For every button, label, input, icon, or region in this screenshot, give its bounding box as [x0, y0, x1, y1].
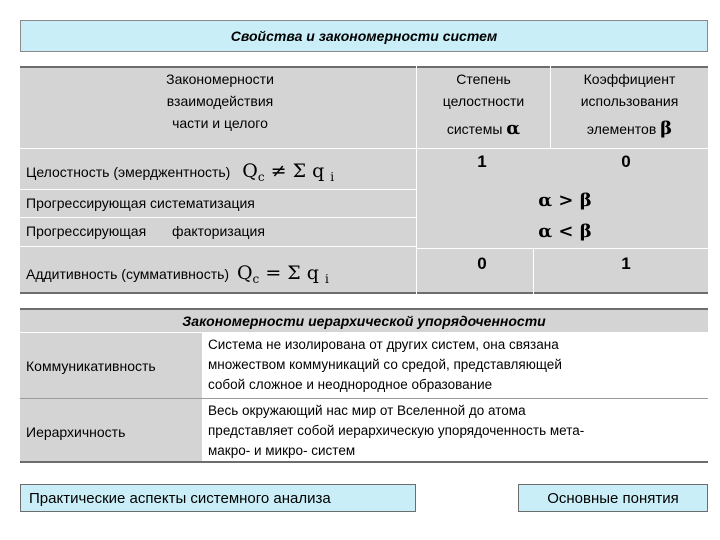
row-factorization-label-b: факторизация [172, 223, 265, 239]
row-factorization [26, 223, 265, 239]
divider-h3 [20, 217, 416, 218]
row-integrity-label: Целостность (эмерджентность) [26, 164, 231, 180]
alpha-symbol: α [506, 118, 521, 139]
header-col-coefficient-line2: использования [580, 93, 679, 109]
practical-aspects-button[interactable] [20, 484, 416, 512]
header-col-laws-line2: взаимодействия [166, 93, 274, 109]
header-col-integrity-line2: целостности [442, 93, 525, 109]
row-factorization-relation: α < β [538, 221, 592, 242]
page-title-text: Свойства и закономерности систем [230, 28, 498, 44]
header-col-coefficient [551, 68, 708, 140]
section-hierarchy-title-text: Закономерности иерархической упорядоченности [182, 313, 546, 329]
header-col-integrity-line1: Степень [456, 71, 511, 87]
practical-aspects-label: Практические аспекты системного анализа [29, 489, 331, 507]
row-additivity-label: Аддитивность (суммативность) [26, 266, 230, 282]
beta-symbol: β [660, 118, 673, 139]
header-col-coefficient-line3: элементов [586, 121, 657, 137]
formula-not-equal: $Q_c \ne \Sigma$ q $_i$ [242, 160, 335, 184]
header-col-integrity-line3: системы [446, 121, 503, 137]
term-hierarchy: Иерархичность [26, 424, 126, 440]
formula-equal: $Q_c = \Sigma$ q $_i$ [236, 262, 329, 286]
row-systematization-label: Прогрессирующая систематизация [26, 195, 255, 211]
header-col-integrity [417, 68, 550, 140]
row-integrity-alpha: 1 [477, 152, 487, 171]
page-title [20, 20, 708, 52]
row-factorization-label-a: Прогрессирующая [26, 223, 147, 239]
divider-h4 [20, 246, 416, 247]
divider-h2 [20, 189, 416, 190]
section-hierarchy-title [20, 308, 708, 332]
header-col-coefficient-line1: Коэффициент [583, 71, 676, 87]
divider-h5 [416, 248, 708, 249]
row-additivity-beta: 1 [621, 254, 631, 273]
divider-v3 [416, 148, 417, 294]
definition-hierarchy: Весь окружающий нас мир от Вселенной до атома представляет собой иерархическую упорядоченность мета- макро- и микро- систем [208, 403, 585, 458]
definition-communicativity: Система не изолирована от других систем, она связана множеством коммуникаций со средой, представляющей собой сложное и неоднородное образование [208, 337, 562, 392]
divider-h8 [202, 461, 708, 463]
term-communicativity: Коммуникативность [26, 358, 156, 374]
divider-h1 [20, 148, 708, 149]
basic-concepts-button[interactable] [518, 484, 708, 512]
header-col-laws-line3: части и целого [172, 115, 268, 131]
basic-concepts-label: Основные понятия [547, 489, 679, 507]
header-col-laws-line1: Закономерности [166, 71, 274, 87]
row-additivity [26, 262, 329, 286]
row-integrity [26, 160, 334, 184]
divider-v4 [533, 248, 534, 294]
header-col-laws [60, 68, 380, 134]
row-additivity-alpha: 0 [477, 254, 487, 273]
row-systematization-relation: α > β [538, 190, 592, 211]
row-integrity-beta: 0 [621, 152, 631, 171]
